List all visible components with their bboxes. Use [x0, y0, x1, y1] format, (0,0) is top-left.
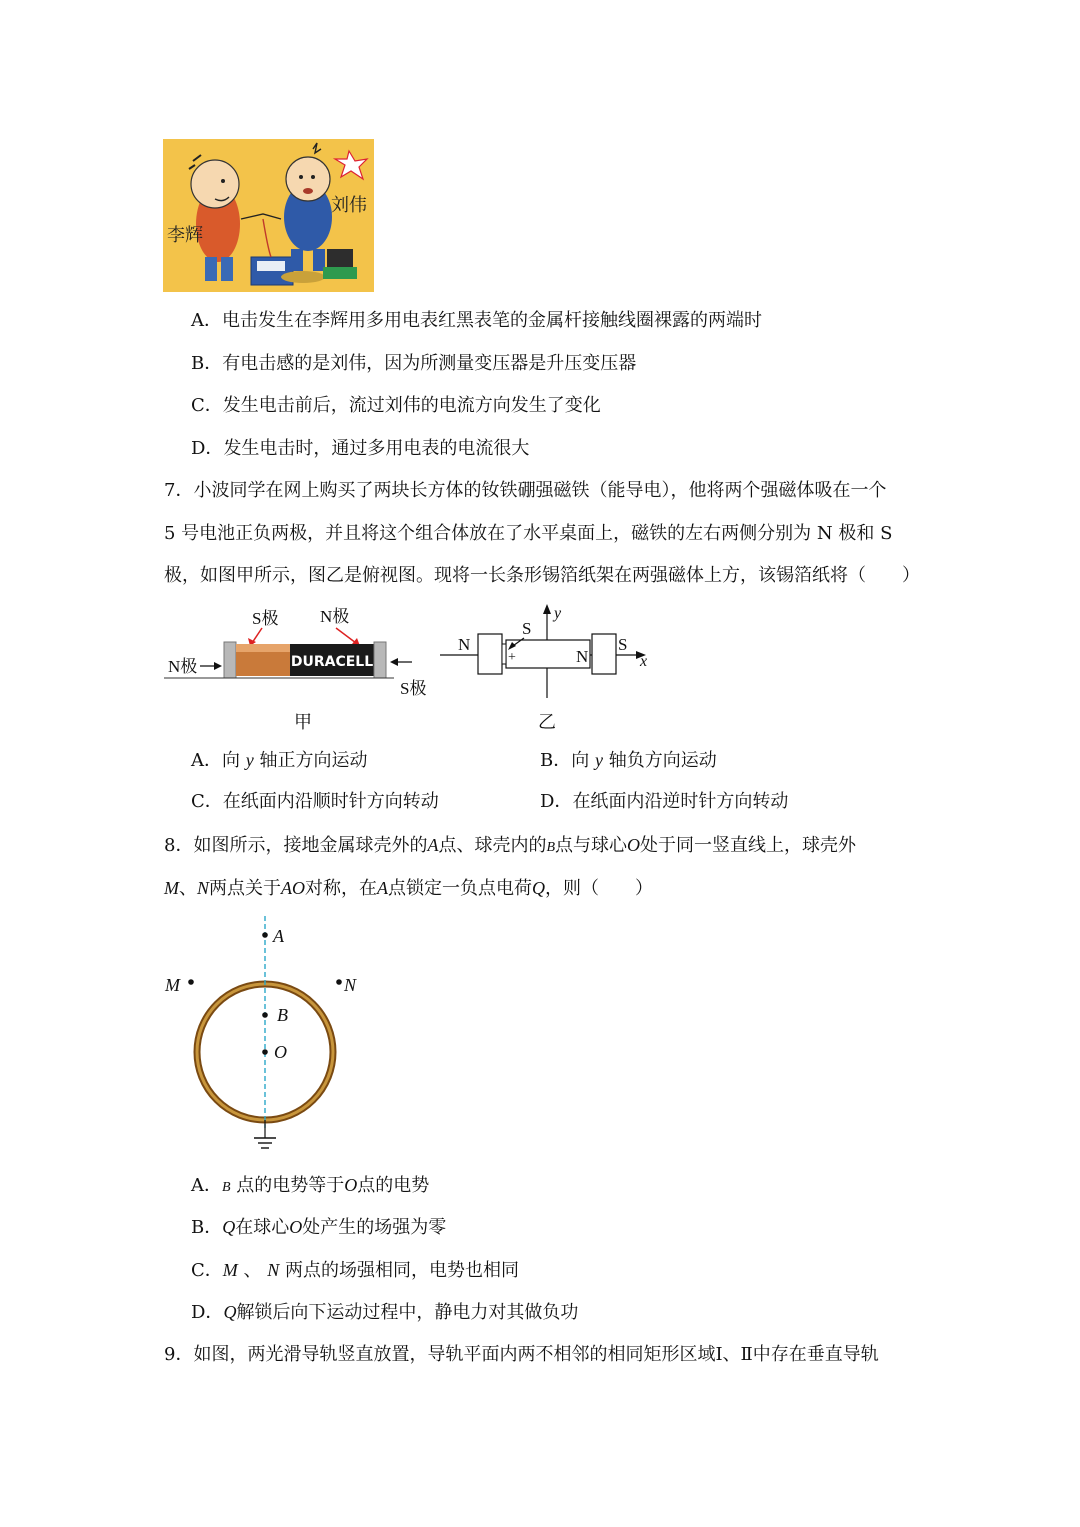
stem-variable: O	[627, 835, 641, 855]
option-text: 处产生的场强为零	[302, 1217, 447, 1238]
stem-text: ，则（ ）	[545, 878, 654, 899]
option-letter: A．	[191, 750, 222, 771]
q7-figure-yi	[440, 600, 670, 735]
label-n: N	[344, 975, 357, 995]
q6-option-d	[191, 436, 529, 462]
option-variable: y	[594, 750, 603, 770]
q6-option-a	[191, 308, 762, 334]
option-text: 电击发生在李辉用多用电表红黑表笔的金属杆接触线圈裸露的两端时	[222, 310, 762, 331]
option-variable: B	[222, 1180, 231, 1195]
option-text: 向	[222, 750, 240, 771]
stem-text: 对称，在	[305, 878, 378, 899]
label-a: A	[273, 926, 284, 946]
right-magnet-top-view	[592, 634, 616, 674]
stem-variable: AO	[281, 878, 306, 898]
left-magnet-top-view	[478, 634, 502, 674]
caption-jia: 甲	[294, 712, 312, 732]
option-letter: B．	[191, 1217, 223, 1238]
right-magnet	[374, 642, 386, 678]
battery-brand: DURACELL	[290, 654, 374, 670]
option-letter: C．	[191, 791, 223, 812]
option-text: 解锁后向下运动过程中，静电力对其做负功	[236, 1302, 579, 1323]
label-n-right: N	[576, 647, 589, 666]
point-a	[262, 932, 268, 938]
option-variable: M	[222, 1260, 238, 1280]
q7-option-b	[540, 747, 717, 774]
label-b: B	[277, 1005, 288, 1025]
label-n-pole-left: N极	[168, 657, 198, 676]
stem-variable: N	[197, 878, 210, 898]
option-letter: D．	[191, 438, 224, 459]
option-letter: C．	[191, 1260, 223, 1281]
left-magnet	[224, 642, 236, 678]
axis-x-label: x	[640, 653, 648, 670]
option-variable: N	[267, 1260, 280, 1280]
label-liu-wei: 刘伟	[331, 195, 367, 215]
option-text: 轴负方向运动	[608, 750, 717, 771]
option-letter: A．	[191, 1175, 222, 1196]
label-s-top: S	[522, 619, 532, 638]
option-variable: y	[245, 750, 254, 770]
option-text: 向	[571, 750, 590, 771]
q8-option-a	[191, 1172, 429, 1201]
label-li-hui: 李辉	[167, 225, 203, 245]
q9-stem-line-1: 9．如图，两光滑导轨竖直放置，导轨平面内两不相邻的相同矩形区域Ⅰ、Ⅱ中存在垂直导轨	[164, 1344, 879, 1365]
option-text: 在球心	[235, 1217, 290, 1238]
option-text: 在纸面内沿顺时针方向转动	[222, 791, 439, 812]
stem-text: 点与球心	[555, 835, 628, 856]
q8-option-b	[191, 1214, 446, 1241]
option-text: 点的电势	[357, 1175, 430, 1196]
stem-text: 处于同一竖直线上，球壳外	[640, 835, 857, 856]
q7-option-c	[191, 789, 439, 815]
q7-option-a	[191, 747, 367, 774]
q8-option-c	[191, 1257, 519, 1284]
option-variable: Q	[222, 1217, 236, 1237]
q8-stem-line-1	[164, 832, 856, 861]
axis-y-label: y	[554, 605, 562, 622]
q6-option-c	[191, 393, 601, 419]
q7-stem-line-3: 极，如图甲所示，图乙是俯视图。现将一长条形锡箔纸架在两强磁体上方，该锡箔纸将（ ）	[164, 565, 920, 586]
point-n	[336, 979, 342, 985]
stem-text: 、	[179, 878, 197, 899]
label-s-pole-top: S极	[252, 609, 279, 628]
stem-variable: A	[377, 878, 389, 898]
option-letter: D．	[540, 791, 573, 812]
option-text: 发生电击时，通过多用电表的电流很大	[223, 438, 530, 459]
point-o	[262, 1049, 268, 1055]
option-letter: B．	[540, 750, 572, 771]
stem-variable: B	[546, 840, 556, 855]
stem-text: 点、球壳内的	[438, 835, 547, 856]
option-variable: O	[344, 1175, 358, 1195]
label-n-left: N	[458, 635, 471, 654]
label-s-pole-right: S极	[400, 679, 427, 698]
li-hui-head	[191, 160, 239, 208]
point-b	[262, 1012, 268, 1018]
option-text: 有电击感的是刘伟，因为所测量变压器是升压变压器	[222, 353, 637, 374]
option-letter: B．	[191, 353, 223, 374]
q8-option-d	[191, 1299, 578, 1326]
point-m	[188, 979, 194, 985]
stem-variable: A	[427, 835, 439, 855]
label-o: O	[274, 1042, 287, 1062]
q8-stem-line-2	[164, 875, 653, 902]
q7-option-d	[540, 789, 788, 815]
caption-yi: 乙	[538, 712, 556, 732]
option-text: 、	[243, 1260, 262, 1281]
q6-cartoon-figure	[163, 139, 374, 292]
option-text: 在纸面内沿逆时针方向转动	[572, 791, 789, 812]
stem-text: 两点关于	[209, 878, 282, 899]
q7-stem-line-1: 7．小波同学在网上购买了两块长方体的钕铁硼强磁铁（能导电），他将两个强磁体吸在一个	[164, 480, 887, 501]
label-m: M	[165, 975, 180, 995]
stem-variable: M	[164, 878, 179, 898]
option-text: 两点的场强相同，电势也相同	[285, 1260, 519, 1281]
q7-figure-jia	[164, 600, 444, 735]
option-text: 发生电击前后，流过刘伟的电流方向发生了变化	[222, 395, 601, 416]
option-text: 点的电势等于	[236, 1175, 345, 1196]
option-variable: O	[289, 1217, 303, 1237]
q6-option-b	[191, 351, 636, 377]
q7-stem-line-2: 5 号电池正负两极，并且将这个组合体放在了水平桌面上，磁铁的左右两侧分别为 N 极和 S	[164, 523, 893, 544]
option-text: 轴正方向运动	[259, 750, 368, 771]
label-s-right: S	[618, 635, 628, 654]
option-letter: C．	[191, 395, 223, 416]
option-letter: A．	[191, 310, 222, 331]
label-n-pole-top: N极	[320, 607, 350, 626]
stem-variable: Q	[532, 878, 546, 898]
q8-figure-sphere	[160, 910, 380, 1160]
label-plus: +	[508, 650, 516, 665]
option-variable: Q	[223, 1302, 237, 1322]
stem-text: 8．如图所示，接地金属球壳外的	[164, 835, 428, 856]
liu-wei-head	[286, 157, 330, 201]
option-letter: D．	[191, 1302, 224, 1323]
stem-text: 点锁定一负点电荷	[388, 878, 533, 899]
